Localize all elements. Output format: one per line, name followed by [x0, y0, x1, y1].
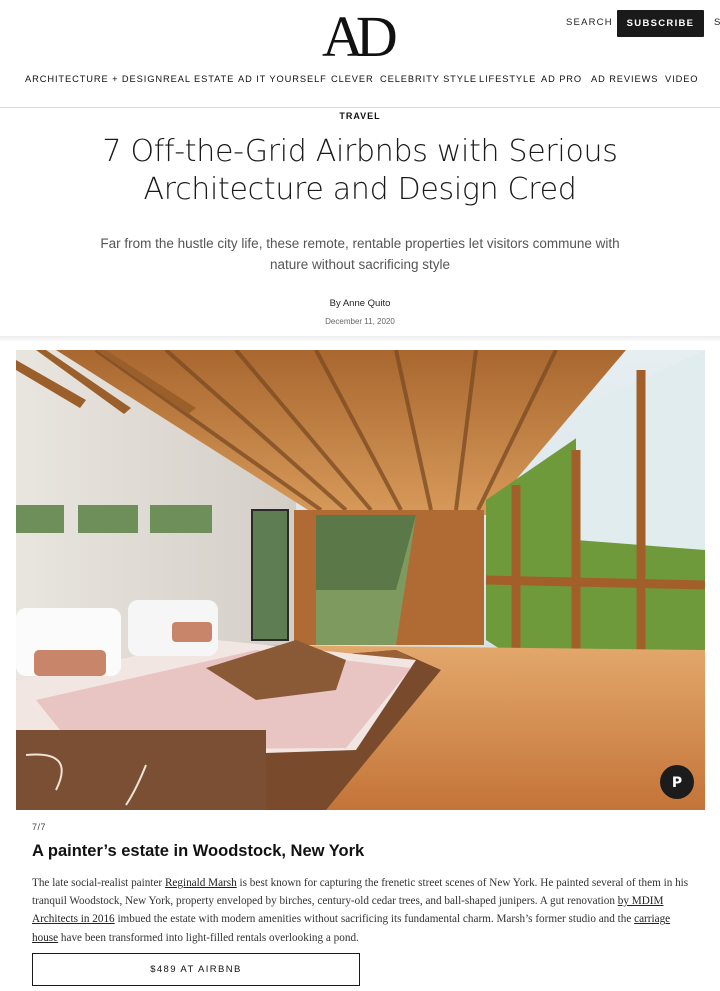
pinterest-icon [668, 773, 686, 791]
nav-ad-it-yourself[interactable]: AD IT YOURSELF [238, 74, 327, 84]
svg-text:P: P [671, 775, 683, 791]
ad-logo[interactable] [320, 6, 404, 62]
byline-prefix: By [329, 298, 343, 309]
mdim-architects-link[interactable]: by MDIM Architects in 2016 [32, 895, 664, 926]
search-link[interactable]: SEARCH [566, 17, 613, 28]
airbnb-price-button[interactable]: $489 AT AIRBNB [32, 953, 360, 986]
nav-celebrity-style[interactable]: CELEBRITY STYLE [380, 74, 478, 84]
slide-title: A painter’s estate in Woodstock, New York [32, 842, 365, 860]
article-dek [80, 233, 640, 275]
rubric-link[interactable]: TRAVEL [339, 111, 381, 121]
slide-counter: 7/7 [32, 822, 47, 832]
body-text-2: is best known for capturing the frenetic street scenes of New York. He painted several of them in his tranquil Woodstock, New York, property enveloped by birches, century-old cedar trees, and ball-shaped junipers. A gut renovation [32, 877, 689, 908]
publish-date: December 11, 2020 [325, 317, 395, 326]
main-nav [0, 74, 720, 90]
slide-body [32, 874, 692, 947]
nav-architecture-design[interactable]: ARCHITECTURE + DESIGN [25, 74, 163, 84]
nav-real-estate[interactable]: REAL ESTATE [163, 74, 235, 84]
dek-line-1: Far from the hustle city life, these remote, rentable properties let visitors commune with [100, 236, 620, 251]
nav-lifestyle[interactable]: LIFESTYLE [479, 74, 537, 84]
author-link[interactable]: Anne Quito [342, 298, 391, 309]
svg-text:AD: AD [322, 6, 390, 62]
pinterest-button[interactable] [660, 765, 694, 799]
body-text-3: imbued the estate with modern amenities without sacrificing its fundamental charm. Marsh’s former studio and the [114, 913, 635, 926]
nav-ad-reviews[interactable]: AD REVIEWS [591, 74, 659, 84]
dek-line-2: nature without sacrificing style [269, 257, 451, 272]
nav-video[interactable]: VIDEO [665, 74, 699, 84]
body-text-4: have been transformed into light-filled rentals overlooking a pond. [58, 931, 359, 944]
site-header [0, 0, 720, 64]
body-text-1: The late social-realist painter [32, 877, 165, 889]
headline-line-2: Architecture and Design Cred [143, 172, 577, 207]
byline [0, 298, 720, 309]
nav-clever[interactable]: CLEVER [331, 74, 374, 84]
reginald-marsh-link[interactable]: Reginald Marsh [164, 877, 237, 889]
gallery-photo[interactable] [16, 350, 705, 810]
sign-in-link-clipped[interactable]: S [714, 17, 720, 28]
section-shadow [0, 336, 720, 342]
page-title [60, 133, 660, 209]
subscribe-button[interactable]: SUBSCRIBE [617, 10, 704, 37]
headline-line-1: 7 Off-the-Grid Airbnbs with Serious [102, 134, 618, 169]
bedroom-photo [16, 350, 705, 810]
nav-ad-pro[interactable]: AD PRO [541, 74, 583, 84]
carriage-house-link[interactable]: carriage house [32, 913, 671, 944]
header-divider [0, 107, 720, 108]
